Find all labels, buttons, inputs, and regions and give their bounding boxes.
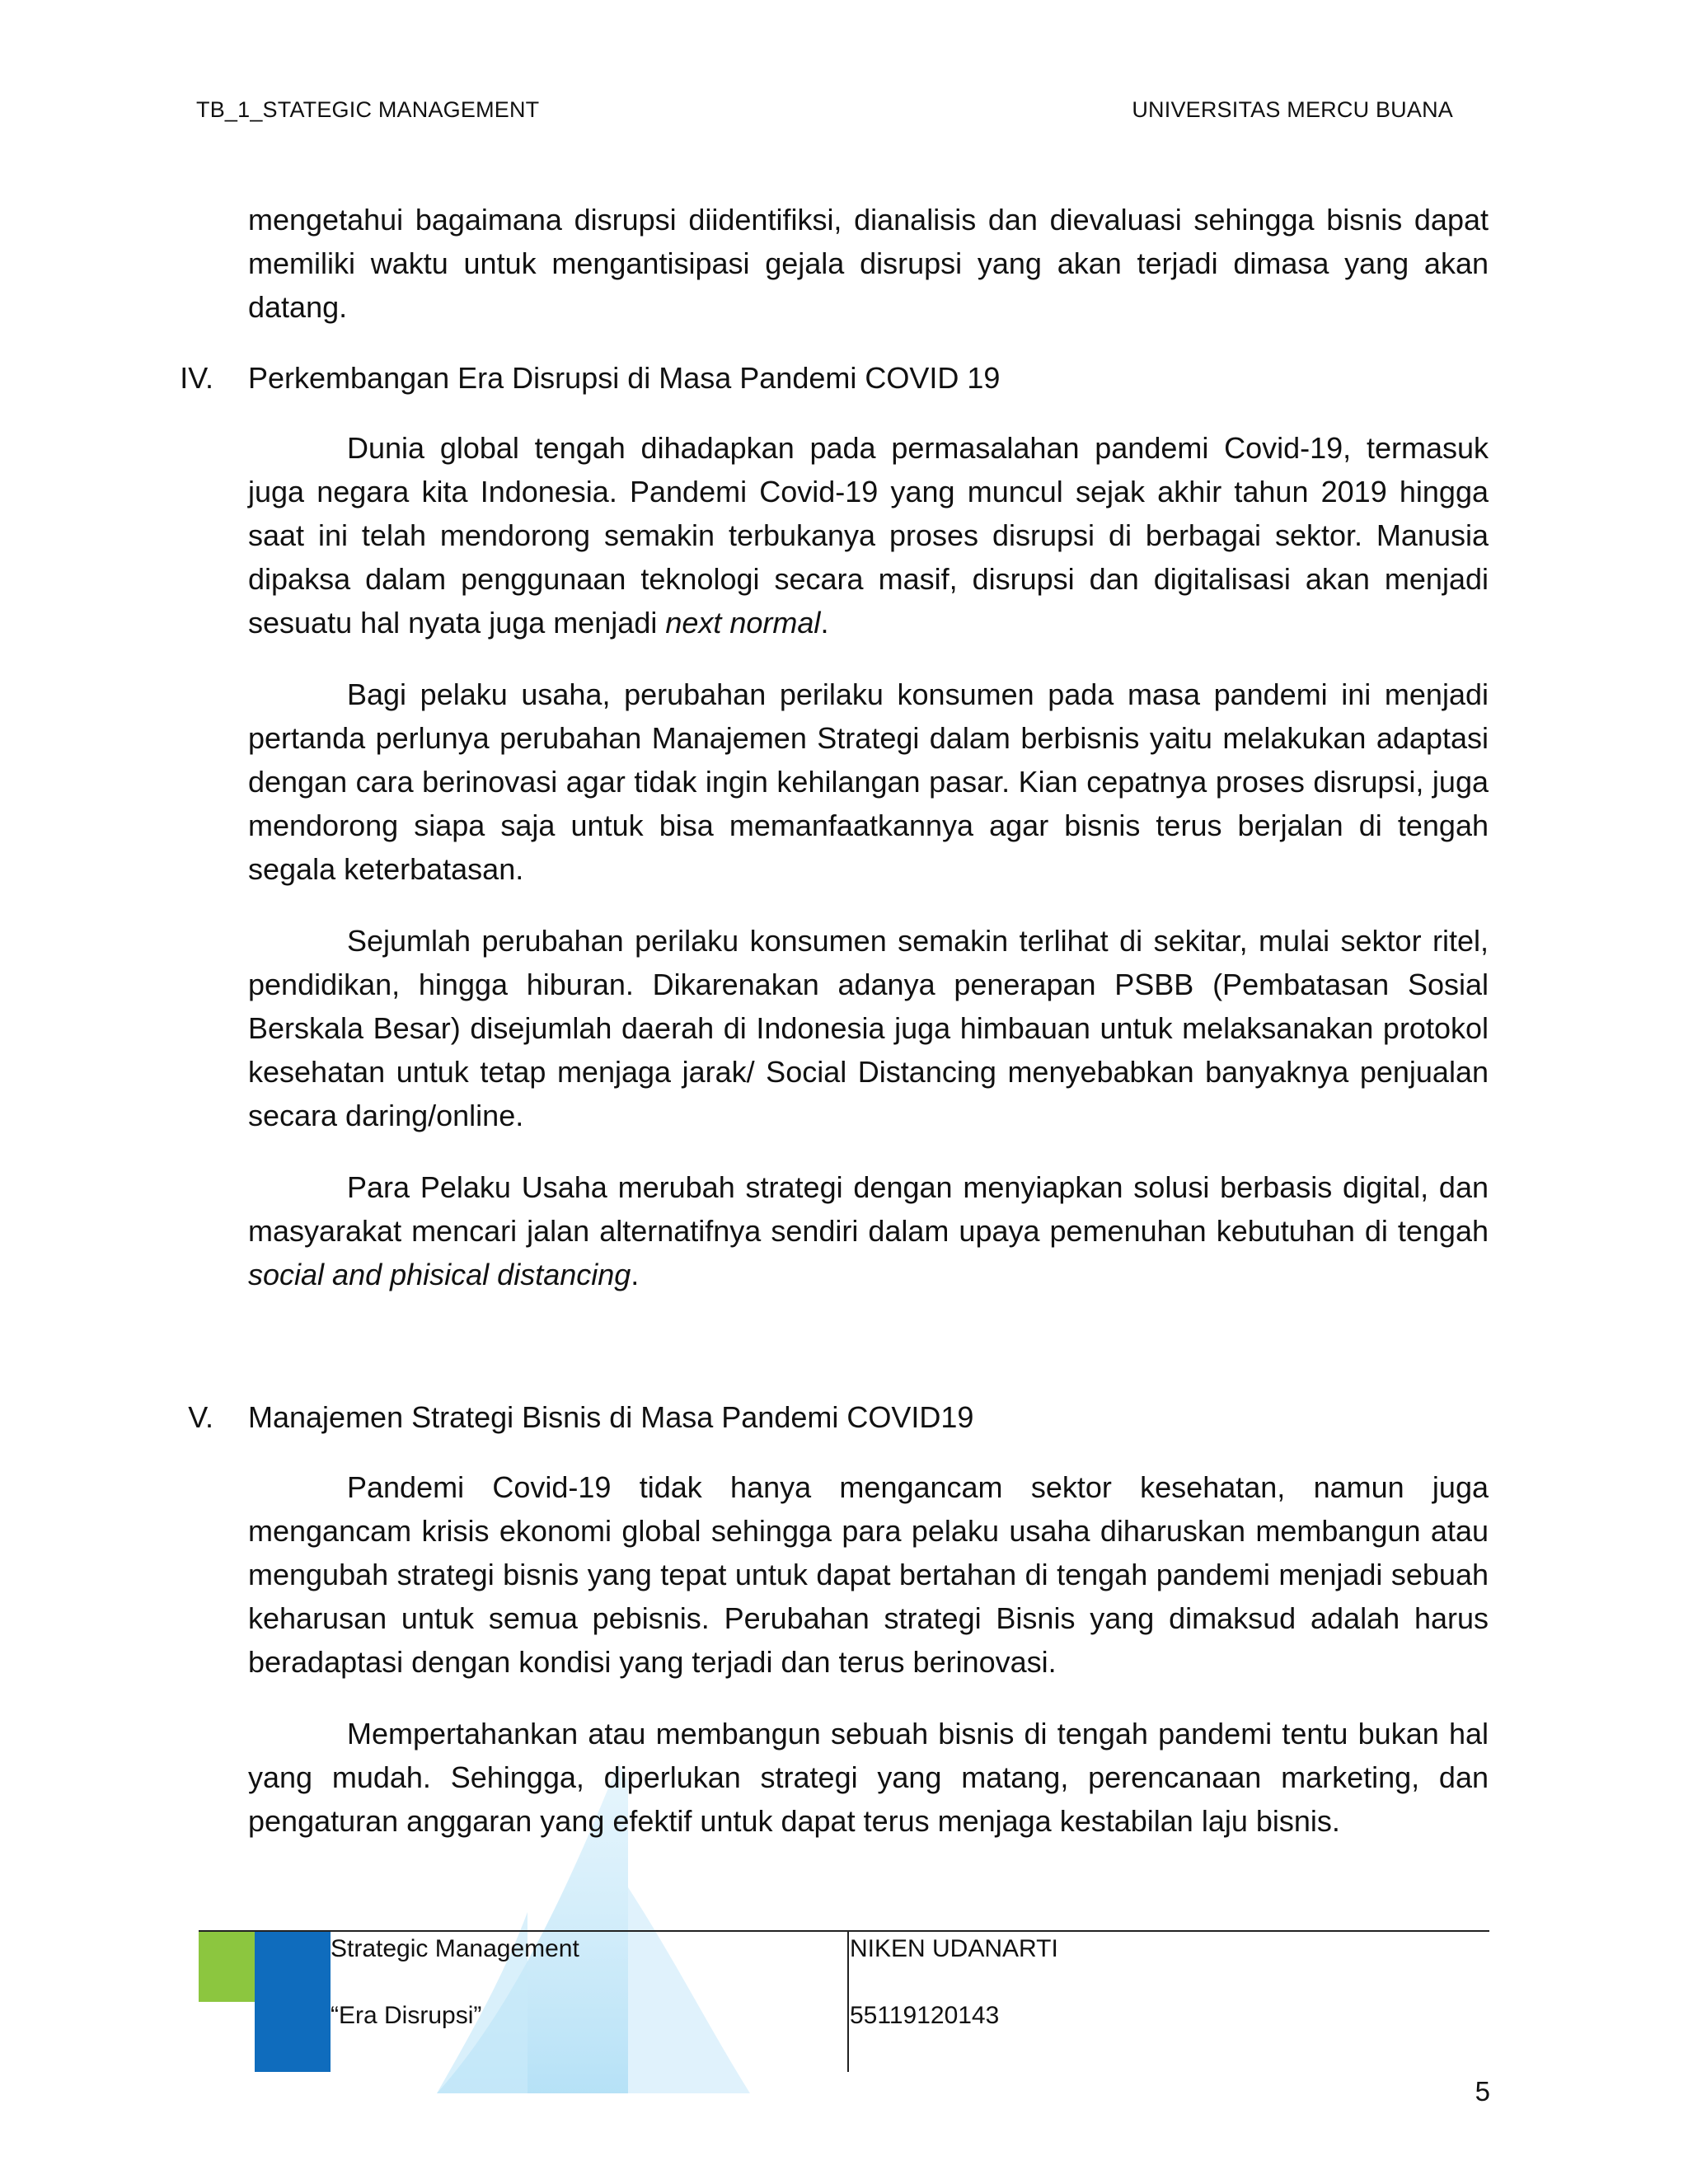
header-left-title: TB_1_STATEGIC MANAGEMENT [196, 97, 540, 122]
footer-author: NIKEN UDANARTI [850, 1935, 1058, 1962]
intro-paragraph: mengetahui bagaimana disrupsi diidentifiksi, dianalisis dan dievaluasi sehingga bisnis dapat memiliki waktu untuk mengantisipasi gejala disrupsi yang akan terjadi dimasa yang akan datang. [248, 203, 1489, 324]
section-iv-paragraph-1: Dunia global tengah dihadapkan pada permasalahan pandemi Covid-19, termasuk juga negara kita Indonesia. Pandemi Covid-19 yang muncul sejak akhir tahun 2019 hingga saat ini telah mendorong semakin terbukanya proses disrupsi di berbagai sektor. Manusia dipaksa dalam penggunaan teknologi secara masif, disrupsi dan digitalisasi akan menjadi sesuatu hal nyata juga menjadi next normal. [248, 431, 1489, 640]
page-number: 5 [1475, 2076, 1490, 2107]
header-right-university: UNIVERSITAS MERCU BUANA [1132, 97, 1453, 122]
section-v-title: Manajemen Strategi Bisnis di Masa Pandemi COVID19 [248, 1400, 974, 1434]
footer-green-block [199, 1932, 255, 2002]
section-iv-paragraph-3: Sejumlah perubahan perilaku konsumen semakin terlihat di sekitar, mulai sektor ritel, pendidikan, hingga hiburan. Dikarenakan adanya penerapan PSBB (Pembatasan Sosial Berskala Besar) disejumlah daerah di Indonesia juga himbauan untuk melaksanakan protokol kesehatan untuk tetap menjaga jarak/ Social Distancing menyebabkan banyaknya penjualan secara daring/online. [248, 924, 1489, 1132]
footer-course: Strategic Management [331, 1935, 579, 1962]
footer-topic: “Era Disrupsi” [331, 2002, 482, 2029]
section-iv-paragraph-4: Para Pelaku Usaha merubah strategi dengan menyiapkan solusi berbasis digital, dan masyarakat mencari jalan alternatifnya sendiri dalam upaya pemenuhan kebutuhan di tengah social and phisical distancing. [248, 1170, 1489, 1291]
section-v-paragraph-1: Pandemi Covid-19 tidak hanya mengancam sektor kesehatan, namun juga mengancam krisis ekonomi global sehingga para pelaku usaha diharuskan membangun atau mengubah strategi bisnis yang tepat untuk dapat bertahan di tengah pandemi menjadi sebuah keharusan untuk semua pebisnis. Perubahan strategi Bisnis yang dimaksud adalah harus beradaptasi dengan kondisi yang terjadi dan terus berinovasi. [248, 1470, 1489, 1679]
footer-student-id: 55119120143 [850, 2002, 1000, 2029]
section-v-heading [188, 1395, 1489, 1439]
footer-separator [847, 1932, 849, 2072]
section-iv-number: IV. [180, 361, 213, 395]
section-v-number: V. [188, 1400, 213, 1434]
footer-blue-block [255, 1932, 331, 2072]
document-body [180, 198, 1489, 1843]
section-iv-paragraph-2: Bagi pelaku usaha, perubahan perilaku konsumen pada masa pandemi ini menjadi pertanda perlunya perubahan Manajemen Strategi dalam berbisnis yaitu melakukan adaptasi dengan cara berinovasi agar tidak ingin kehilangan pasar. Kian cepatnya proses disrupsi, juga mendorong siapa saja untuk bisa memanfaatkannya agar bisnis terus berjalan di tengah segala keterbatasan. [248, 677, 1489, 886]
footer-rule [199, 1930, 1489, 1932]
section-v-paragraph-2: Mempertahankan atau membangun sebuah bisnis di tengah pandemi tentu bukan hal yang mudah. Sehingga, diperlukan strategi yang matang, perencanaan marketing, dan pengaturan anggaran yang efektif untuk dapat terus menjaga kestabilan laju bisnis. [248, 1717, 1489, 1838]
section-iv-heading [180, 356, 1489, 400]
section-iv-title: Perkembangan Era Disrupsi di Masa Pandemi COVID 19 [248, 361, 1001, 395]
